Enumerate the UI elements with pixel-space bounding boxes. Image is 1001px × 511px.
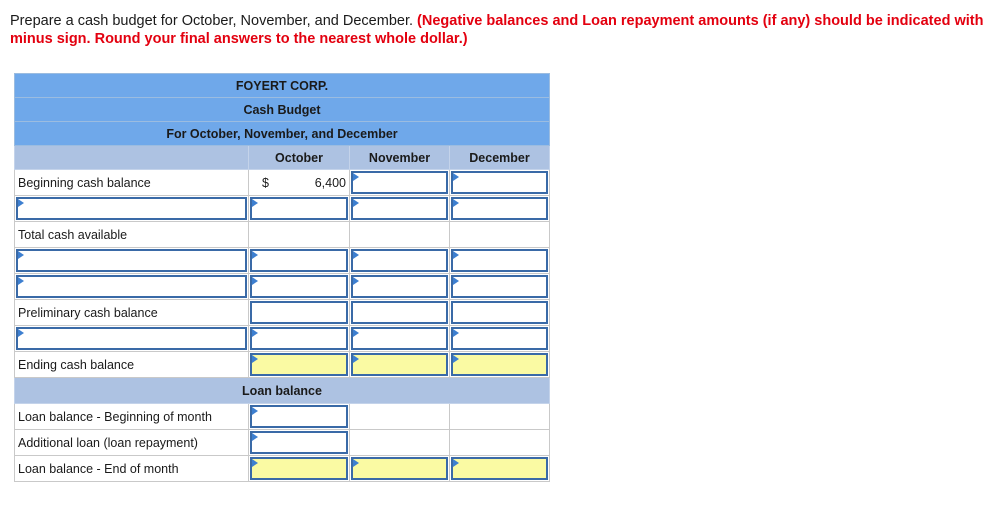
row-label: Total cash available [15, 222, 249, 248]
amount-input[interactable] [250, 249, 348, 272]
amount-input[interactable] [250, 327, 348, 350]
amount-input[interactable] [351, 275, 448, 298]
dropdown-marker-icon [453, 459, 459, 467]
instructions-text: Prepare a cash budget for October, November, and December. [10, 13, 418, 29]
row-label: Beginning cash balance [15, 170, 249, 196]
row-label: Ending cash balance [15, 352, 249, 378]
dropdown-marker-icon [453, 173, 459, 181]
additional-loan-december [450, 430, 550, 456]
dropdown-marker-icon [353, 329, 359, 337]
table-row [15, 352, 550, 378]
preliminary-balance-october-input[interactable] [250, 301, 348, 324]
column-header-blank [15, 146, 249, 170]
statement-title: Cash Budget [15, 98, 550, 122]
row-label-dropdown[interactable] [16, 275, 247, 298]
instructions [10, 12, 990, 48]
ending-balance-november-input[interactable] [351, 353, 448, 376]
column-header-december: December [450, 146, 550, 170]
amount-input[interactable] [351, 197, 448, 220]
loan-end-december-input[interactable] [451, 457, 548, 480]
additional-loan-october-input[interactable] [250, 431, 348, 454]
loan-section-title: Loan balance [15, 378, 550, 404]
row-label-dropdown[interactable] [16, 327, 247, 350]
column-header-november: November [350, 146, 450, 170]
row-label-dropdown[interactable] [16, 197, 247, 220]
instructions-emphasis: (Negative balances and Loan repayment amounts (if any) should be indicated with minus sign. Round your final answers to the nearest whole dollar.) [10, 13, 984, 47]
table-row [15, 274, 550, 300]
dropdown-marker-icon [353, 459, 359, 467]
dropdown-marker-icon [252, 251, 258, 259]
currency-symbol: $ [262, 176, 269, 190]
dropdown-marker-icon [453, 355, 459, 363]
dropdown-marker-icon [18, 199, 24, 207]
statement-period: For October, November, and December [15, 122, 550, 146]
dropdown-marker-icon [353, 355, 359, 363]
dropdown-marker-icon [453, 199, 459, 207]
dropdown-marker-icon [453, 329, 459, 337]
total-cash-october [249, 222, 350, 248]
dropdown-marker-icon [353, 199, 359, 207]
cell-value: 6,400 [314, 176, 346, 190]
loan-beginning-october-input[interactable] [250, 405, 348, 428]
table-row [15, 430, 550, 456]
dropdown-marker-icon [252, 459, 258, 467]
table-row [15, 196, 550, 222]
dropdown-marker-icon [252, 329, 258, 337]
ending-balance-december-input[interactable] [451, 353, 548, 376]
dropdown-marker-icon [353, 173, 359, 181]
row-label: Loan balance - End of month [15, 456, 249, 482]
total-cash-december [450, 222, 550, 248]
beginning-cash-november-input[interactable] [351, 171, 448, 194]
table-row [15, 248, 550, 274]
additional-loan-november [350, 430, 450, 456]
amount-input[interactable] [351, 327, 448, 350]
row-label: Preliminary cash balance [15, 300, 249, 326]
amount-input[interactable] [451, 327, 548, 350]
table-row [15, 170, 550, 196]
company-name: FOYERT CORP. [15, 74, 550, 98]
amount-input[interactable] [250, 275, 348, 298]
cash-budget-table [14, 73, 550, 482]
beginning-cash-december-input[interactable] [451, 171, 548, 194]
dropdown-marker-icon [252, 199, 258, 207]
table-row [15, 404, 550, 430]
amount-input[interactable] [451, 249, 548, 272]
column-header-october: October [249, 146, 350, 170]
dropdown-marker-icon [252, 407, 258, 415]
amount-input[interactable] [451, 197, 548, 220]
amount-input[interactable] [351, 249, 448, 272]
dropdown-marker-icon [353, 277, 359, 285]
row-label: Additional loan (loan repayment) [15, 430, 249, 456]
amount-input[interactable] [250, 197, 348, 220]
dropdown-marker-icon [453, 251, 459, 259]
dropdown-marker-icon [353, 251, 359, 259]
dropdown-marker-icon [18, 277, 24, 285]
table-row [15, 456, 550, 482]
preliminary-balance-december-input[interactable] [451, 301, 548, 324]
dropdown-marker-icon [453, 277, 459, 285]
table-row [15, 222, 550, 248]
dropdown-marker-icon [252, 277, 258, 285]
loan-beginning-november [350, 404, 450, 430]
table-row [15, 326, 550, 352]
row-label-dropdown[interactable] [16, 249, 247, 272]
row-label: Loan balance - Beginning of month [15, 404, 249, 430]
loan-end-november-input[interactable] [351, 457, 448, 480]
loan-beginning-december [450, 404, 550, 430]
dropdown-marker-icon [252, 433, 258, 441]
loan-end-october-input[interactable] [250, 457, 348, 480]
beginning-cash-october [249, 170, 350, 196]
dropdown-marker-icon [18, 329, 24, 337]
total-cash-november [350, 222, 450, 248]
amount-input[interactable] [451, 275, 548, 298]
ending-balance-october-input[interactable] [250, 353, 348, 376]
dropdown-marker-icon [18, 251, 24, 259]
table-row [15, 300, 550, 326]
preliminary-balance-november-input[interactable] [351, 301, 448, 324]
dropdown-marker-icon [252, 355, 258, 363]
